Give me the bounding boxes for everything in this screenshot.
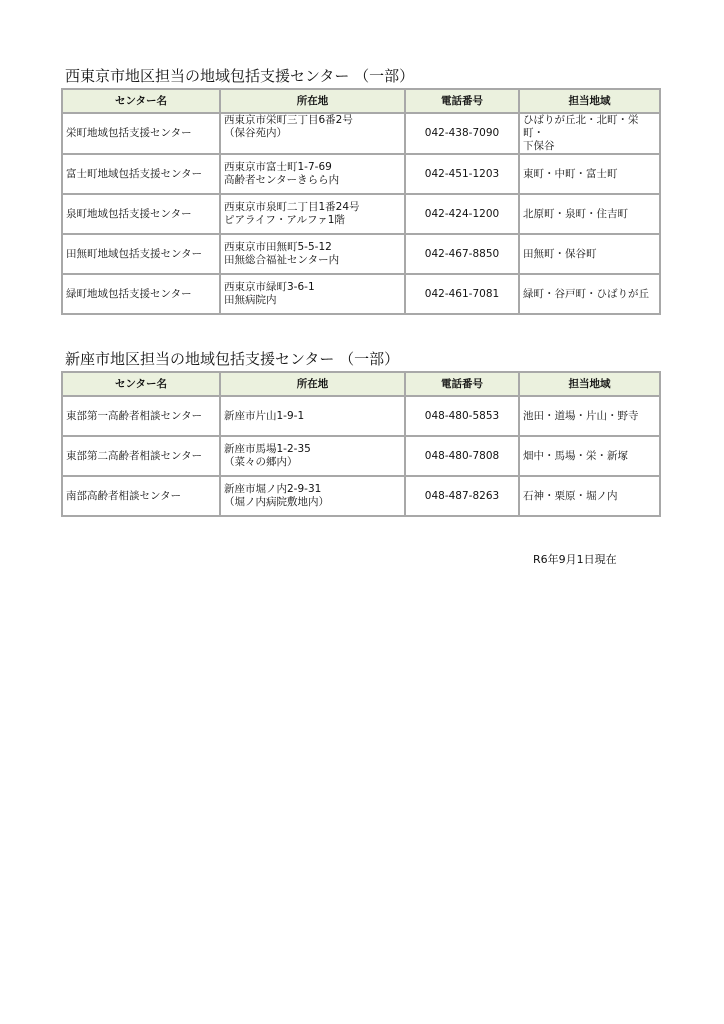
- table-row: [63, 477, 659, 515]
- header-center-name: センター名: [63, 90, 219, 112]
- table-header-row: [63, 90, 659, 112]
- header-area: 担当地域: [520, 373, 659, 395]
- table-row: [63, 235, 659, 273]
- header-phone: 電話番号: [406, 90, 518, 112]
- center-table: [61, 88, 661, 315]
- as-of-date: R6年9月1日現在: [533, 553, 617, 566]
- center-address: 新座市片山1-9-1: [221, 397, 404, 435]
- center-address: 西東京市栄町三丁目6番2号 （保谷苑内）: [221, 114, 404, 153]
- center-area: 緑町・谷戸町・ひばりが丘: [520, 275, 659, 313]
- center-address: 西東京市富士町1-7-69 高齢者センターきらら内: [221, 155, 404, 193]
- center-name: 南部高齢者相談センター: [63, 477, 219, 515]
- header-address: 所在地: [221, 90, 404, 112]
- center-name: 東部第二高齢者相談センター: [63, 437, 219, 475]
- center-phone: 042-424-1200: [406, 195, 518, 233]
- header-address: 所在地: [221, 373, 404, 395]
- table-header-row: [63, 373, 659, 395]
- center-name: 富士町地域包括支援センター: [63, 155, 219, 193]
- center-address: 西東京市田無町5-5-12 田無総合福祉センター内: [221, 235, 404, 273]
- center-area: 池田・道場・片山・野寺: [520, 397, 659, 435]
- header-phone: 電話番号: [406, 373, 518, 395]
- center-phone: 042-451-1203: [406, 155, 518, 193]
- center-name: 田無町地域包括支援センター: [63, 235, 219, 273]
- center-name: 緑町地域包括支援センター: [63, 275, 219, 313]
- center-area: 東町・中町・富士町: [520, 155, 659, 193]
- table-row: [63, 155, 659, 193]
- table-row: [63, 275, 659, 313]
- center-phone: 042-438-7090: [406, 114, 518, 153]
- center-area: 畑中・馬場・栄・新塚: [520, 437, 659, 475]
- center-area: 田無町・保谷町: [520, 235, 659, 273]
- center-name: 東部第一高齢者相談センター: [63, 397, 219, 435]
- table-row: [63, 114, 659, 153]
- section-title: 新座市地区担当の地域包括支援センター （一部）: [65, 350, 400, 368]
- center-phone: 048-480-7808: [406, 437, 518, 475]
- section-nishitokyo: [61, 66, 657, 315]
- table-row: [63, 437, 659, 475]
- center-table: [61, 371, 661, 517]
- center-name: 泉町地域包括支援センター: [63, 195, 219, 233]
- center-area: ひばりが丘北・北町・栄町・ 下保谷: [520, 114, 659, 153]
- center-phone: 042-467-8850: [406, 235, 518, 273]
- center-address: 西東京市泉町二丁目1番24号 ピアライフ・アルファ1階: [221, 195, 404, 233]
- center-name: 栄町地域包括支援センター: [63, 114, 219, 153]
- center-address: 新座市馬場1-2-35 （菜々の郷内）: [221, 437, 404, 475]
- center-phone: 042-461-7081: [406, 275, 518, 313]
- header-center-name: センター名: [63, 373, 219, 395]
- center-phone: 048-480-5853: [406, 397, 518, 435]
- center-phone: 048-487-8263: [406, 477, 518, 515]
- table-row: [63, 195, 659, 233]
- center-address: 西東京市緑町3-6-1 田無病院内: [221, 275, 404, 313]
- center-address: 新座市堀ノ内2-9-31 （堀ノ内病院敷地内）: [221, 477, 404, 515]
- section-title: 西東京市地区担当の地域包括支援センター （一部）: [65, 67, 415, 85]
- center-area: 石神・栗原・堀ノ内: [520, 477, 659, 515]
- table-row: [63, 397, 659, 435]
- section-niiza: [61, 349, 657, 517]
- center-area: 北原町・泉町・住吉町: [520, 195, 659, 233]
- header-area: 担当地域: [520, 90, 659, 112]
